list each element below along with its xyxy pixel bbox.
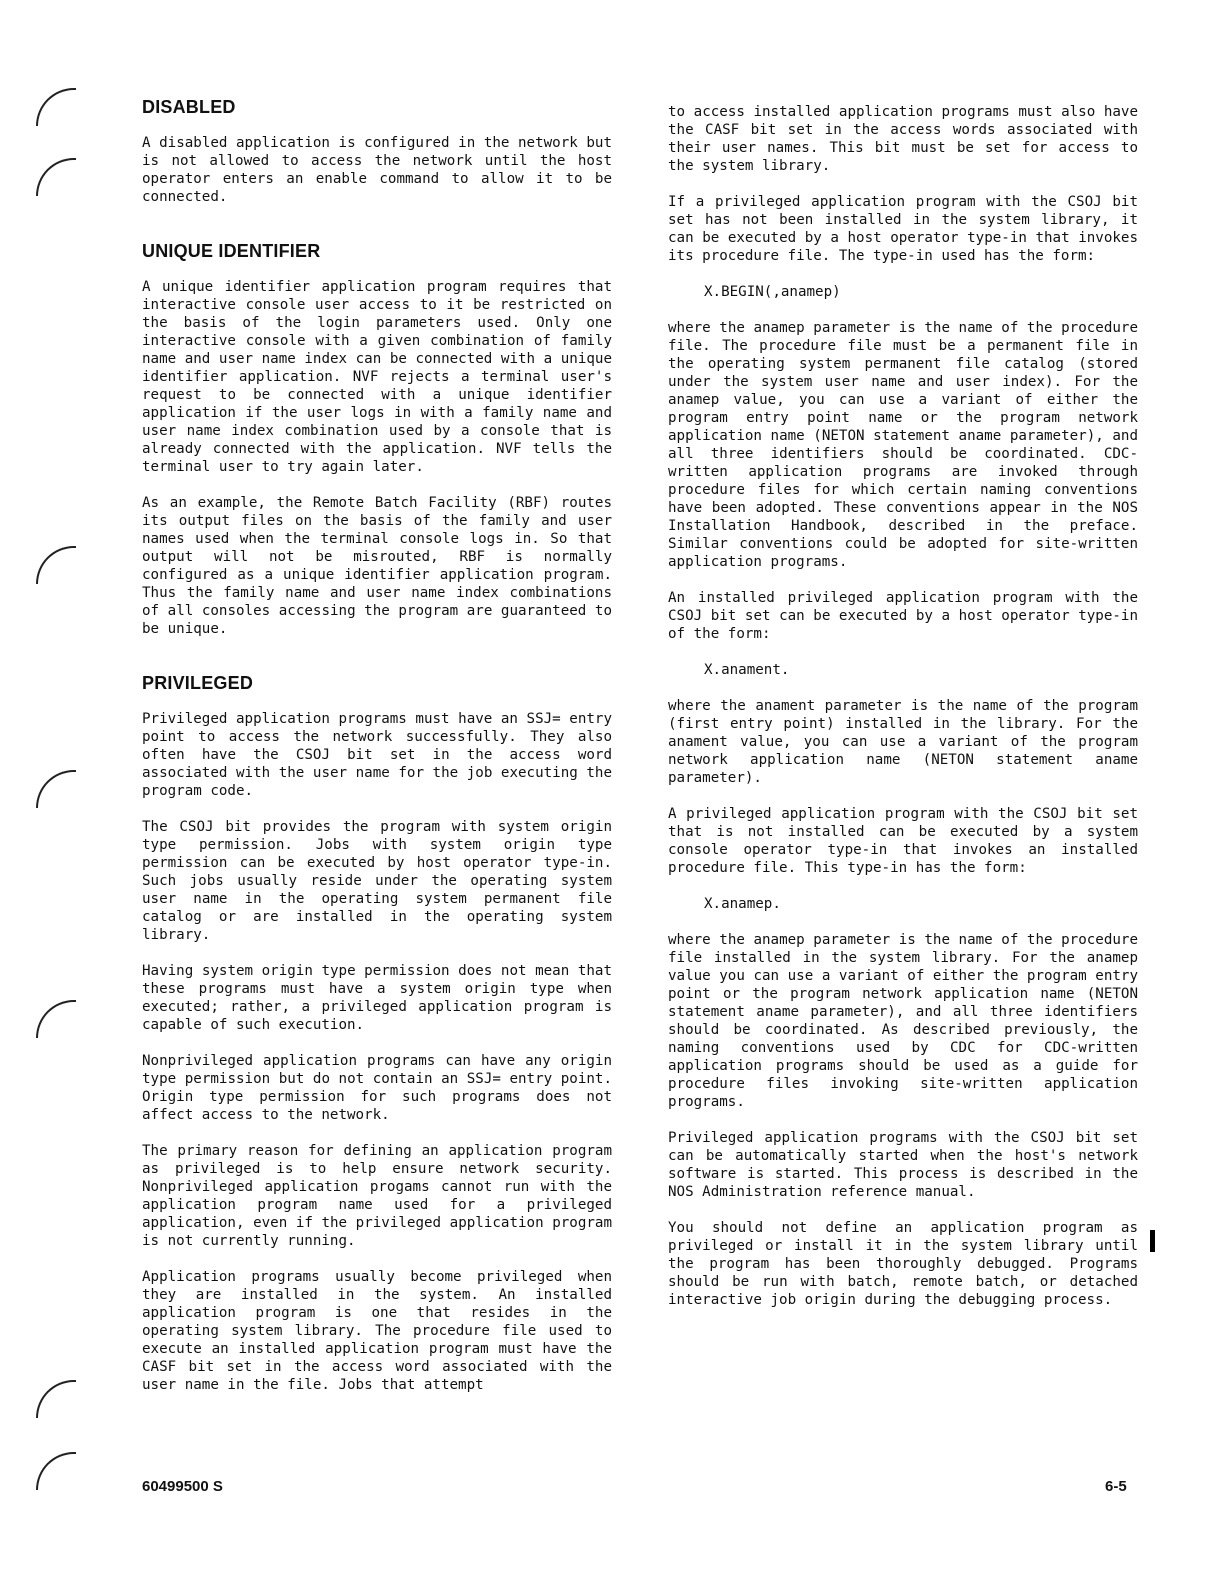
paragraph: If a privileged application program with the CSOJ bit set has not been installed in the system library, it can be executed by a host operator type-in that invokes its procedure file. The type-in used has the form: — [668, 194, 1138, 264]
binder-hole-mark — [36, 770, 76, 808]
command-example: X.anamep. — [704, 896, 781, 912]
paragraph: A unique identifier application program requires that interactive console user access to it be restricted on the basis of the login parameters used. Only one interactive console with a given combination of family name and user name index can be connected with a unique identifier application. NVF rejects a terminal user's request to be connected with a unique identifier application if the user logs in with a family name and user name index combination used by a console that is already connected with the application. NVF tells the terminal user to try again later. — [142, 279, 612, 475]
binder-hole-mark — [36, 1452, 76, 1490]
right-column — [668, 103, 1138, 1327]
paragraph: You should not define an application program as privileged or install it in the system library until the program has been thoroughly debugged. Programs should be run with batch, remote batch, or detached interactive job origin during the debugging process. — [668, 1220, 1138, 1308]
section-heading: PRIVILEGED — [142, 673, 254, 693]
paragraph: Privileged application programs with the CSOJ bit set can be automatically started when the host's network software is started. This process is described in the NOS Administration reference manual. — [668, 1130, 1138, 1200]
command-example: X.BEGIN(,anamep) — [704, 284, 841, 300]
paragraph: where the anamep parameter is the name of the procedure file. The procedure file must be a permanent file in the operating system permanent file catalog (stored under the system user name and user index). For the anamep value, you can use a variant of either the program entry point name or the program network application name (NETON statement aname parameter), and all three identifiers should be coordinated. CDC-written application programs are invoked through procedure files for which certain naming conventions have been adopted. These conventions appear in the NOS Installation Handbook, described in the preface. Similar conventions could be adopted for site-written application programs. — [668, 320, 1138, 570]
page-number: 6-5 — [1105, 1478, 1127, 1495]
left-column — [142, 96, 612, 1412]
binder-hole-mark — [36, 1380, 76, 1418]
binder-hole-mark — [36, 88, 76, 126]
binder-hole-mark — [36, 1000, 76, 1038]
paragraph: where the anament parameter is the name of the program (first entry point) installed in the library. For the anament value, you can use a variant of the program network application name (NETON statement aname parameter). — [668, 698, 1138, 786]
paragraph: to access installed application programs must also have the CASF bit set in the access words associated with their user names. This bit must be set for access to the system library. — [668, 104, 1138, 174]
paragraph: The CSOJ bit provides the program with system origin type permission. Jobs with system origin type permission can be executed by host operator type-in. Such jobs usually reside under the operating system user name in the operating system permanent file catalog or are installed in the operating system library. — [142, 819, 612, 943]
binder-hole-mark — [36, 546, 76, 584]
paragraph: Privileged application programs must have an SSJ= entry point to access the network successfully. They also often have the CSOJ bit set in the access word associated with the user name for the job executing the program code. — [142, 711, 612, 799]
change-bar — [1150, 1230, 1155, 1252]
paragraph: Having system origin type permission does not mean that these programs must have a system origin type when executed; rather, a privileged application program is capable of such execution. — [142, 963, 612, 1033]
section-heading: DISABLED — [142, 97, 236, 117]
command-example: X.anament. — [704, 662, 790, 678]
section-privileged — [142, 672, 612, 1394]
paragraph: An installed privileged application program with the CSOJ bit set can be executed by a host operator type-in of the form: — [668, 590, 1138, 642]
section-disabled — [142, 96, 612, 206]
section-heading: UNIQUE IDENTIFIER — [142, 241, 321, 261]
document-number: 60499500 S — [142, 1478, 223, 1495]
paragraph: A disabled application is configured in the network but is not allowed to access the network until the host operator enters an enable command to allow it to be connected. — [142, 135, 612, 205]
paragraph: As an example, the Remote Batch Facility (RBF) routes its output files on the basis of the family and user names used when the terminal console logs in. So that output will not be misrouted, RBF is normally configured as a unique identifier application program. Thus the family name and user name index combinations of all consoles accessing the program are guaranteed to be unique. — [142, 495, 612, 637]
paragraph: Application programs usually become privileged when they are installed in the system. An installed application program is one that resides in the operating system library. The procedure file used to execute an installed application program must have the CASF bit set in the access word associated with the user name in the file. Jobs that attempt — [142, 1269, 612, 1393]
section-unique-identifier — [142, 240, 612, 638]
paragraph: The primary reason for defining an application program as privileged is to help ensure network security. Nonprivileged application progams cannot run with the application program name used for a privileged application, even if the privileged application program is not currently running. — [142, 1143, 612, 1249]
paragraph: Nonprivileged application programs can have any origin type permission but do not contain an SSJ= entry point. Origin type permission for such programs does not affect access to the network. — [142, 1053, 612, 1123]
binder-hole-mark — [36, 158, 76, 196]
paragraph: where the anamep parameter is the name of the procedure file installed in the system library. For the anamep value you can use a variant of either the program entry point or the program network application name (NETON statement aname parameter), and all three identifiers should be coordinated. As described previously, the naming conventions used by CDC for CDC-written application programs should be used as a guide for procedure files invoking site-written application programs. — [668, 932, 1138, 1110]
paragraph: A privileged application program with the CSOJ bit set that is not installed can be executed by a system console operator type-in that invokes an installed procedure file. This type-in has the form: — [668, 806, 1138, 876]
